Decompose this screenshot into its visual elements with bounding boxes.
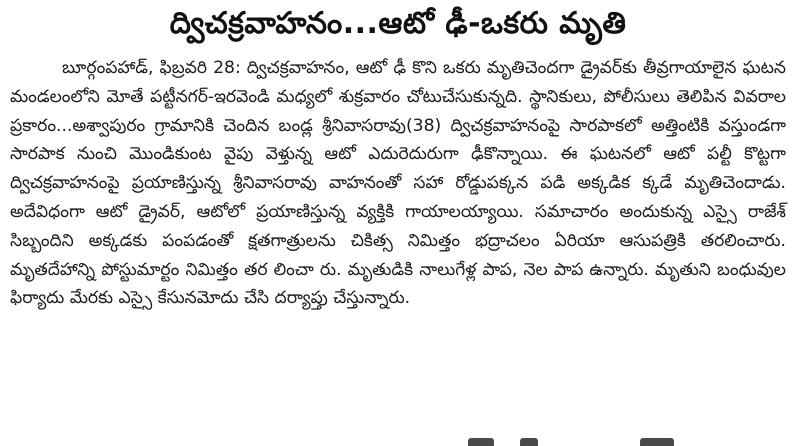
article-body-text: బూర్గంపహాడ్, ఫిబ్రవరి 28: ద్విచక్రవాహనం, ఆటో ఢీ కొని ఒకరు మృతిచెందగా డ్రైవర్‌కు తీవ్రగాయాలైన ఘటన మండలంలోని మోతే పట్టీనగర్-ఇరవెండి మధ్యలో శుక్రవారం చోటుచేసుకున్నది. స్థానికులు, పోలీసులు తెలిపిన వివరాల ప్రకారం...అశ్వాపురం గ్రామానికి చెందిన బండ్ల శ్రీనివాసరావు(38) ద్విచక్రవాహనంపై సారపాకలో అత్తింటికి వస్తుండగా సారపాక నుంచి మొండికుంట వైపు వెళ్తున్న ఆటో ఎదురెదురుగా ఢీకొన్నాయి. ఈ ఘటనలో ఆటో పల్టీ కొట్టగా ద్విచక్రవాహనంపై ప్రయాణిస్తున్న శ్రీనివాసరావు వాహనంతో సహా రోడ్డుపక్కన పడి అక్కడిక క్కడే మృతిచెందాడు. అదేవిధంగా ఆటో డ్రైవర్, ఆటోలో ప్రయాణిస్తున్న వ్యక్తికి గాయాలయ్యాయి. సమాచారం అందుకున్న ఎస్సై రాజేశ్ సిబ్బందిని అక్కడకు పంపడంతో క్షతగాత్రులను చికిత్స నిమిత్తం భద్రాచలం ఏరియా ఆసుపత్రికి తరలించారు. మృతదేహాన్ని పోస్టుమార్టం నిమిత్తం తర లించా రు. మృతుడికి నాలుగేళ్ల పాప, నెల పాప ఉన్నారు. మృతుని బంధువుల ఫిర్యాదు మేరకు ఎస్సై కేసునమోదు చేసి దర్యాప్తు చేస్తున్నారు. xyxy=(10,58,786,309)
cropped-glyph-fragment xyxy=(520,438,538,446)
cropped-next-article-edge xyxy=(0,434,800,446)
article-body-paragraph xyxy=(10,54,786,313)
cropped-glyph-fragment xyxy=(640,438,674,446)
article-headline: ద్విచక్రవాహనం...ఆటో ఢీ-ఒకరు మృతి xyxy=(169,6,627,41)
cropped-glyph-fragment xyxy=(468,438,494,446)
